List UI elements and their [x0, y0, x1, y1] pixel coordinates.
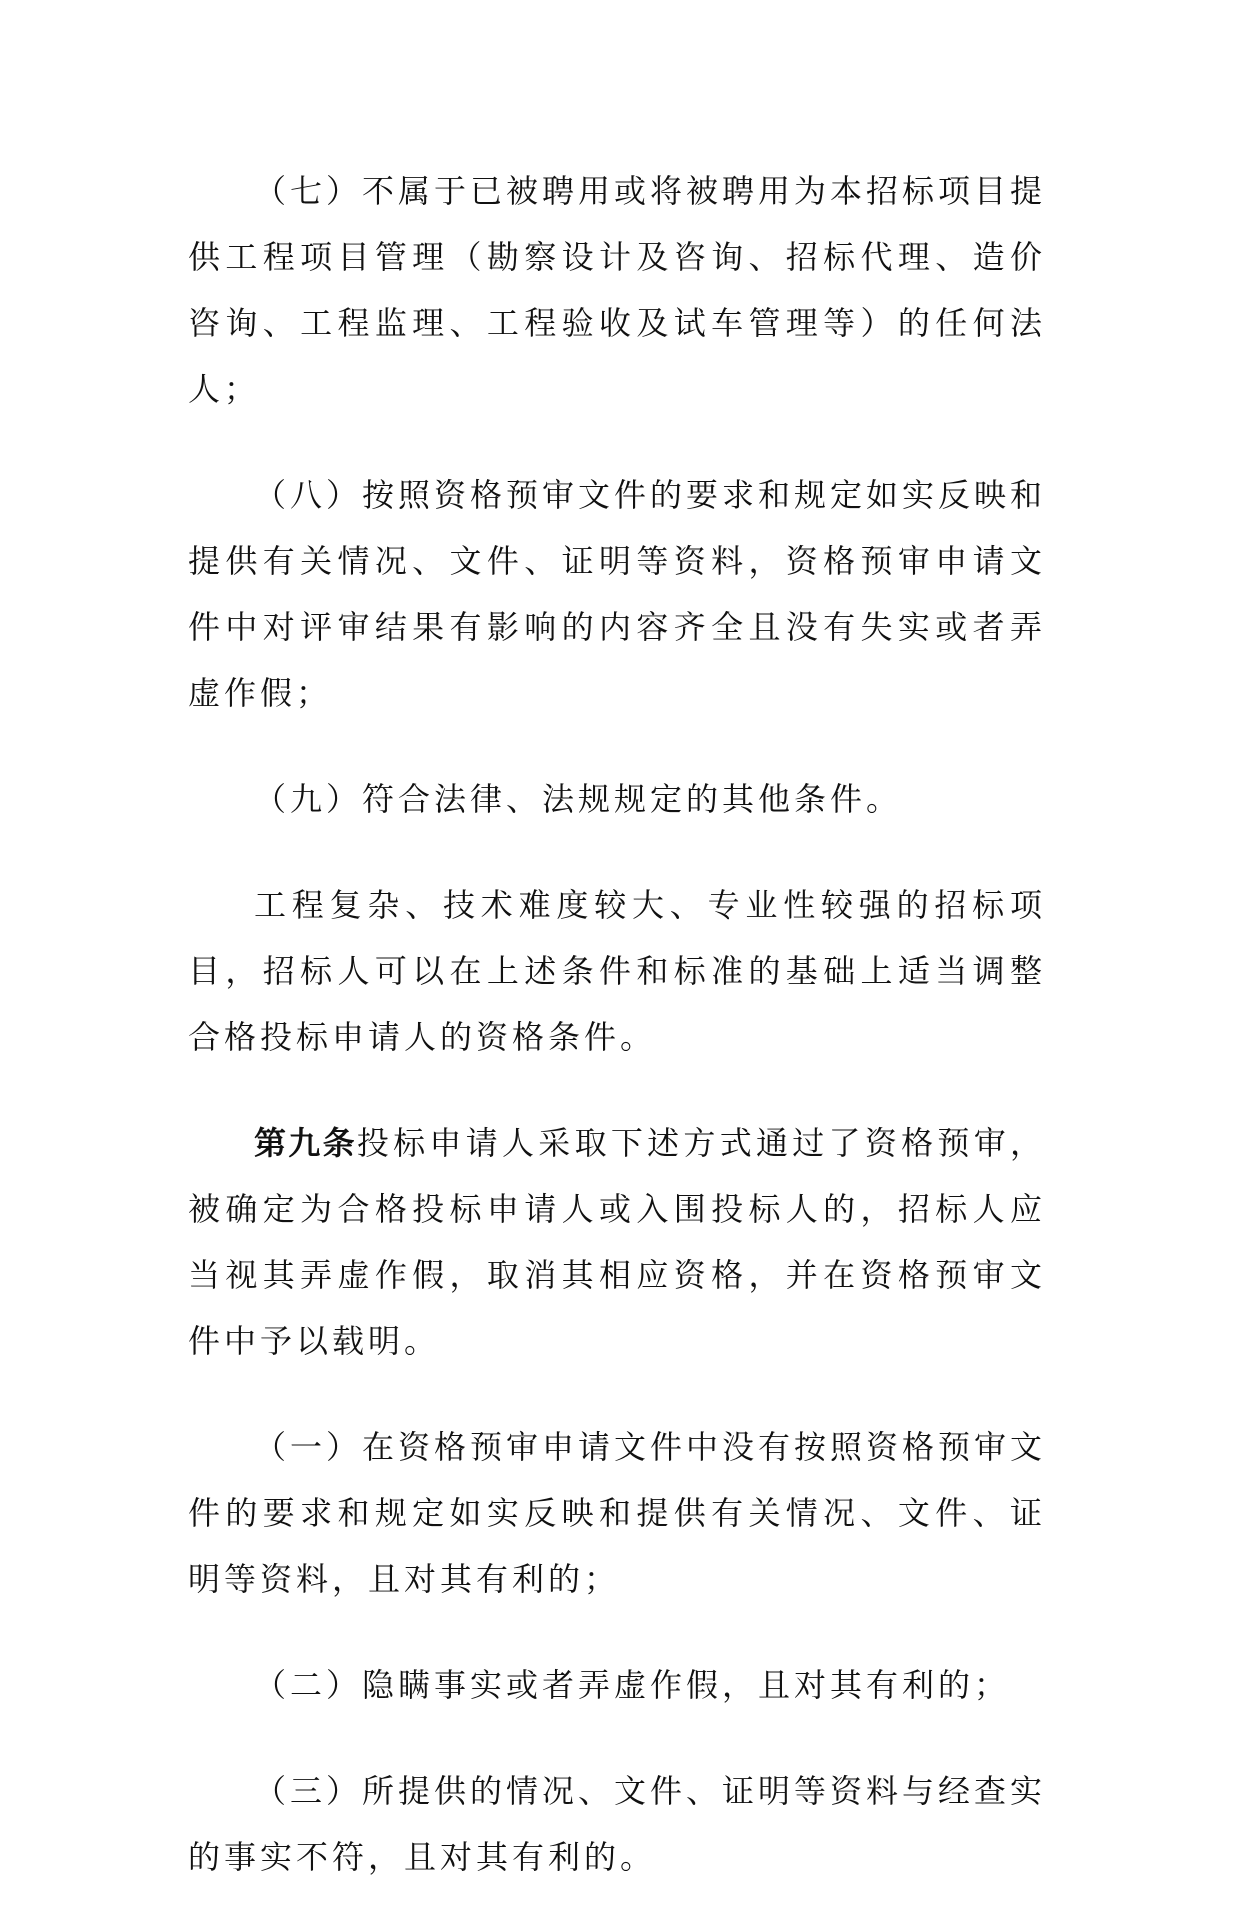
article-9-item-3	[188, 1758, 1046, 1890]
paragraph-text: （一）在资格预审申请文件中没有按照资格预审文件的要求和规定如实反映和提供有关情况、文件、证明等资料，且对其有利的；	[188, 1428, 1047, 1598]
paragraph-text: （三）所提供的情况、文件、证明等资料与经查实的事实不符，且对其有利的。	[188, 1772, 1047, 1876]
paragraph-text: （二）隐瞒事实或者弄虚作假，且对其有利的；	[254, 1666, 1011, 1704]
article-9-item-1	[188, 1414, 1046, 1612]
paragraph-text: 投标申请人采取下述方式通过了资格预审，被确定为合格投标申请人或入围投标人的，招标人应当视其弄虚作假，取消其相应资格，并在资格预审文件中予以载明。	[188, 1124, 1046, 1360]
paragraph-text: （七）不属于已被聘用或将被聘用为本招标项目提供工程项目管理（勘察设计及咨询、招标代理、造价咨询、工程监理、工程验收及试车管理等）的任何法人；	[188, 172, 1047, 408]
clause-item-8	[188, 462, 1046, 726]
clause-item-9	[188, 766, 1046, 832]
paragraph-text: （八）按照资格预审文件的要求和规定如实反映和提供有关情况、文件、证明等资料，资格预审申请文件中对评审结果有影响的内容齐全且没有失实或者弄虚作假；	[188, 476, 1047, 712]
article-heading: 第九条	[254, 1124, 357, 1162]
paragraph-text: （九）符合法律、法规规定的其他条件。	[254, 780, 903, 818]
article-9	[188, 1110, 1046, 1374]
clause-item-7	[188, 158, 1046, 422]
article-9-item-2	[188, 1652, 1046, 1718]
adjustment-paragraph	[188, 872, 1046, 1070]
paragraph-text: 工程复杂、技术难度较大、专业性较强的招标项目，招标人可以在上述条件和标准的基础上适当调整合格投标申请人的资格条件。	[188, 886, 1046, 1056]
document-body	[188, 158, 1046, 1930]
